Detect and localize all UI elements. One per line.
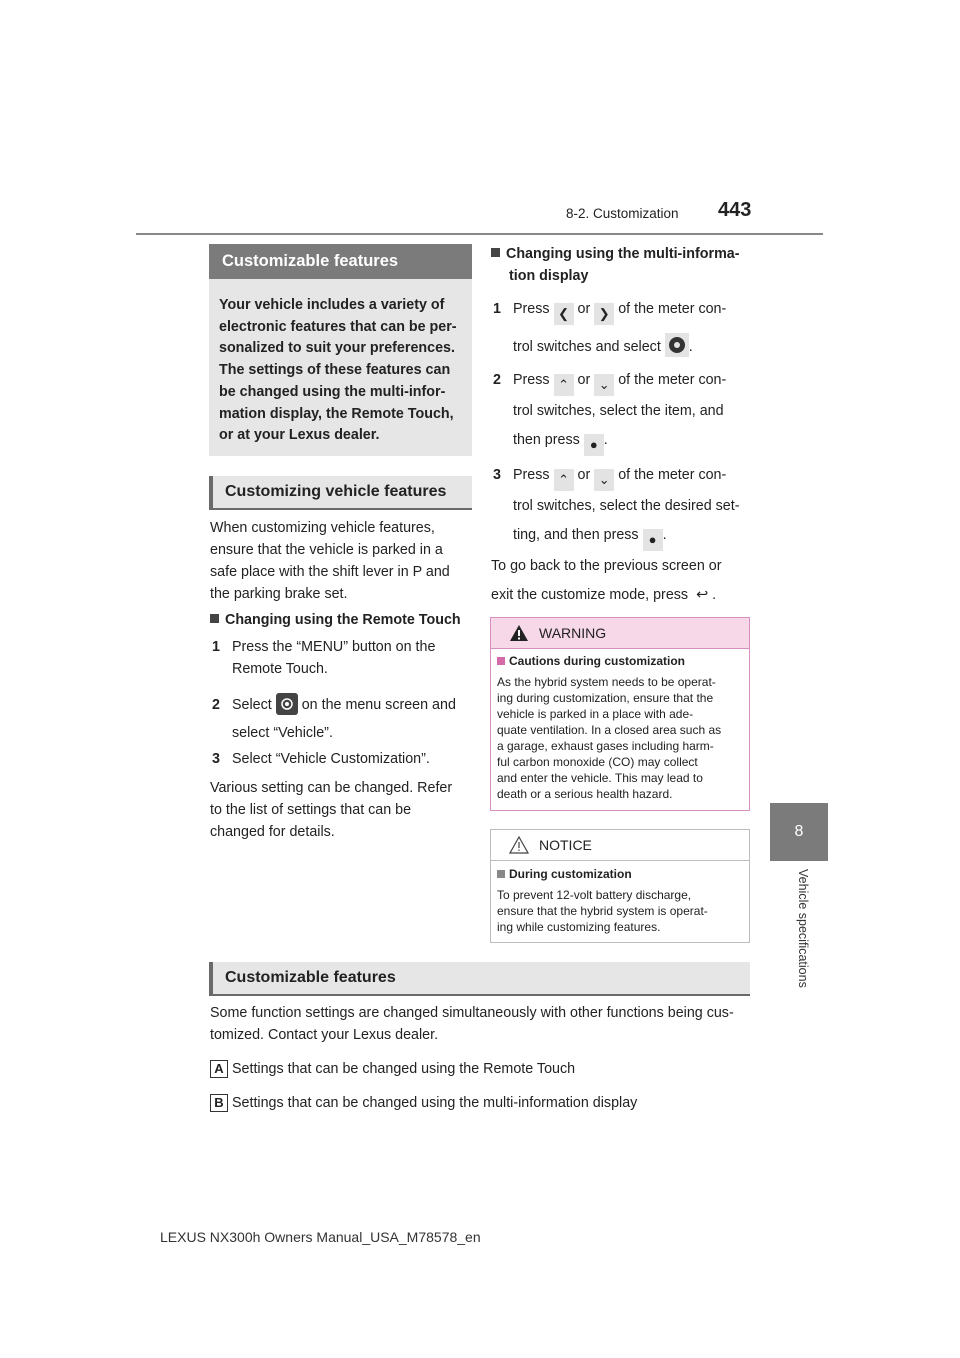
header-rule — [136, 233, 823, 235]
setup-icon — [276, 693, 298, 715]
step-2: 2 Select on the menu screen and select “Vehicle”. — [212, 693, 474, 744]
square-bullet-icon — [210, 614, 219, 623]
enter-button-icon: ● — [584, 434, 604, 456]
legend-a: A Settings that can be changed using the Remote Touch — [210, 1058, 575, 1080]
chapter-label: Vehicle specifications — [796, 869, 810, 988]
legend-b-letter: B — [210, 1094, 228, 1112]
page-number: 443 — [718, 199, 752, 221]
back-icon: ↩ — [696, 587, 709, 603]
bottom-paragraph: Some function settings are changed simultaneously with other functions being cus- tomized. Contact your Lexus dealer. — [210, 1005, 734, 1043]
intro-line: mation display, the Remote Touch, — [219, 405, 454, 422]
chevron-down-icon: ⌄ — [594, 374, 614, 396]
step-number: 3 — [493, 467, 501, 483]
heading-customizable-features: Customizable features — [209, 244, 472, 279]
step-number: 2 — [212, 697, 220, 713]
step-number: 2 — [493, 372, 501, 388]
enter-button-icon: ● — [643, 529, 663, 551]
chevron-right-icon: ❯ — [594, 303, 614, 325]
section-label: 8-2. Customization — [566, 206, 679, 221]
chevron-up-icon: ⌃ — [554, 374, 574, 396]
mid-step-3: 3 Press ⌃ or ⌄ of the meter con- trol switches, select the desired set- ting, and then press ● . — [493, 463, 755, 551]
mid-step-1: 1 Press ❮ or ❯ of the meter con- trol switches and select . — [493, 297, 755, 359]
closing-paragraph: Various setting can be changed. Refer to the list of settings that can be changed for details. — [210, 780, 453, 840]
intro-line: The settings of these features can — [219, 362, 451, 379]
back-paragraph: To go back to the previous screen or exit the customize mode, press ↩ . — [491, 555, 753, 607]
intro-line: be changed using the multi-infor- — [219, 383, 446, 400]
intro-box — [209, 279, 472, 456]
notice-title: NOTICE — [539, 837, 592, 853]
square-bullet-icon — [497, 870, 505, 878]
heading-customizing-vehicle-features: Customizing vehicle features — [209, 476, 472, 510]
intro-line: sonalized to suit your preferences. — [219, 340, 455, 357]
intro-line: or at your Lexus dealer. — [219, 427, 380, 444]
paragraph-line: ensure that the vehicle is parked in a — [210, 542, 443, 558]
paragraph-line: safe place with the shift lever in P and — [210, 564, 450, 580]
heading-customizable-features-list: Customizable features — [209, 962, 750, 996]
warning-icon — [509, 624, 529, 642]
step-1: 1 Press the “MENU” button on the Remote Touch. — [212, 636, 474, 680]
intro-line: electronic features that can be per- — [219, 318, 457, 335]
step-number: 3 — [212, 751, 220, 767]
square-bullet-icon — [491, 248, 500, 257]
footer-manual-id: LEXUS NX300h Owners Manual_USA_M78578_en — [160, 1229, 481, 1245]
warning-subtitle: Cautions during customization — [497, 654, 743, 668]
notice-subtitle: During customization — [497, 867, 743, 881]
subheading-multi-info: Changing using the multi-informa- tion display — [491, 243, 753, 287]
square-bullet-icon — [497, 657, 505, 665]
step-number: 1 — [212, 639, 220, 655]
notice-box — [490, 829, 750, 943]
step-3: 3 Select “Vehicle Customization”. — [212, 748, 430, 770]
chevron-left-icon: ❮ — [554, 303, 574, 325]
mid-step-2: 2 Press ⌃ or ⌄ of the meter con- trol switches, select the item, and then press ● . — [493, 368, 755, 456]
notice-text: To prevent 12-volt battery discharge, ensure that the hybrid system is operat- ing while customizing features. — [497, 888, 708, 934]
legend-b: B Settings that can be changed using the multi-information display — [210, 1092, 637, 1114]
warning-title: WARNING — [539, 625, 607, 641]
notice-header — [491, 830, 749, 861]
paragraph-line: the parking brake set. — [210, 586, 348, 602]
warning-text: As the hybrid system needs to be operat- ing during customization, ensure that the vehicle is parked in a place with ade- quate ventilation. In a closed area such as a garage, exhaust gases including harm- ful carbon monoxide (CO) may collect and enter the vehicle. This may lead to death or a serious health hazard. — [497, 675, 722, 801]
chevron-up-icon: ⌃ — [554, 469, 574, 491]
warning-box — [490, 617, 750, 811]
intro-line: Your vehicle includes a variety of — [219, 297, 445, 313]
legend-a-letter: A — [210, 1060, 228, 1078]
subheading-remote-touch: Changing using the Remote Touch — [210, 612, 461, 628]
paragraph-line: When customizing vehicle features, — [210, 520, 435, 536]
settings-gear-icon — [665, 333, 689, 357]
chevron-down-icon: ⌄ — [594, 469, 614, 491]
intro-paragraph — [210, 517, 472, 605]
chapter-tab: 8 — [770, 803, 828, 861]
step-number: 1 — [493, 301, 501, 317]
warning-header — [491, 618, 749, 649]
notice-icon — [509, 836, 529, 854]
